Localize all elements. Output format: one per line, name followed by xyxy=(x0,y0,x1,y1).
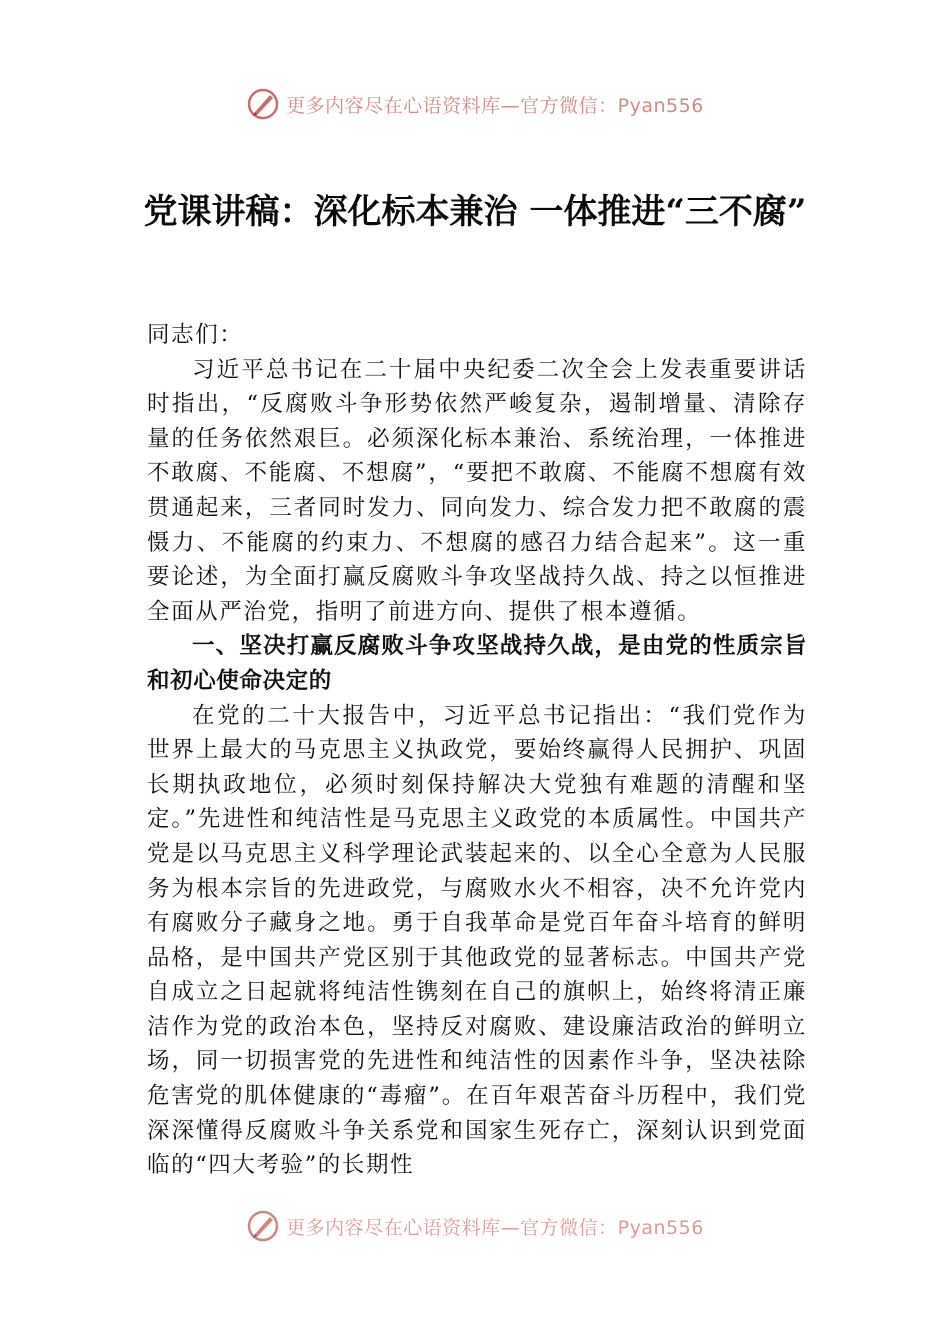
section-paragraph: 在党的二十大报告中，习近平总书记指出：“我们党作为世界上最大的马克思主义执政党，要始终赢得人民拥护、巩固长期执政地位，必须时刻保持解决大党独有难题的清醒和坚定。”先进性和纯洁性是马克思主义政党的本质属性。中国共产党是以马克思主义科学理论武装起来的、以全心全意为人民服务为根本宗旨的先进政党，与腐败水火不相容，决不允许党内有腐败分子藏身之地。勇于自我革命是党百年奋斗培育的鲜明品格，是中国共产党区别于其他政党的显著标志。中国共产党自成立之日起就将纯洁性镌刻在自己的旗帜上，始终将清正廉洁作为党的政治本色，坚持反对腐败、建设廉洁政治的鲜明立场，同一切损害党的先进性和纯洁性的因素作斗争，坚决祛除危害党的肌体健康的“毒瘤”。在百年艰苦奋斗历程中，我们党深深懂得反腐败斗争关系党和国家生死存亡，深刻认识到党面临的“四大考验”的长期性 xyxy=(147,702,807,1179)
document-title: 党课讲稿：深化标本兼治 一体推进“三不腐” xyxy=(143,192,807,232)
document-body xyxy=(147,318,807,1183)
body-paragraph: 习近平总书记在二十届中央纪委二次全会上发表重要讲话时指出，“反腐败斗争形势依然严峻复杂，遏制增量、清除存量的任务依然艰巨。必须深化标本兼治、系统治理，一体推进不敢腐、不能腐、不想腐”，“要把不敢腐、不能腐不想腐有效贯通起来，三者同时发力、同向发力、综合发力把不敢腐的震慑力、不能腐的约束力、不想腐的感召力结合起来”。这一重要论述，为全面打赢反腐败斗争攻坚战持久战、持之以恒推进全面从严治党，指明了前进方向、提供了根本遵循。 xyxy=(147,356,807,625)
watermark-top xyxy=(0,84,950,124)
watermark-text: 更多内容尽在心语资料库—官方微信：Pyan556 xyxy=(286,1216,704,1239)
watermark-text: 更多内容尽在心语资料库—官方微信：Pyan556 xyxy=(286,94,704,117)
greeting: 同志们： xyxy=(147,322,244,348)
pen-logo-icon xyxy=(246,87,280,121)
watermark-bottom xyxy=(0,1206,950,1246)
section-heading: 一、坚决打赢反腐败斗争攻坚战持久战，是由党的性质宗旨和初心使命决定的 xyxy=(147,633,807,694)
pen-logo-icon xyxy=(246,1209,280,1243)
